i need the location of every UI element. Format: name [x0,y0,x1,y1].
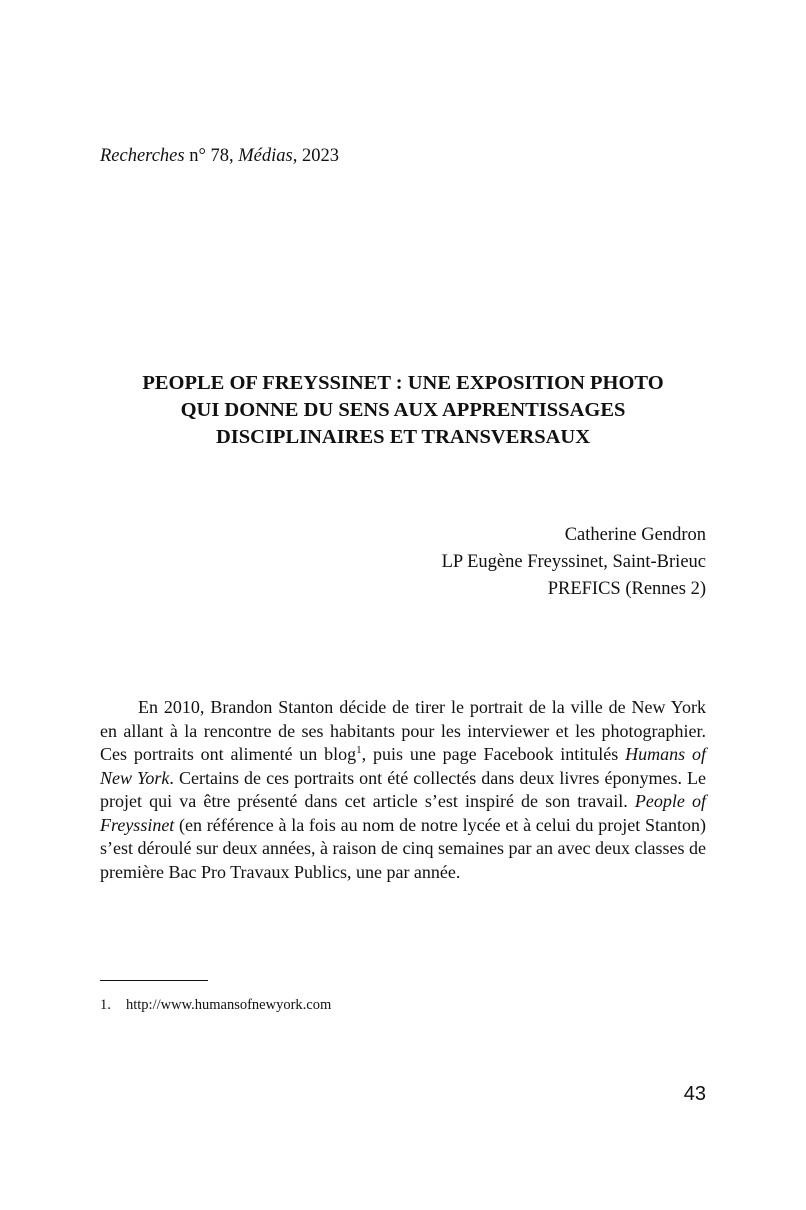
footnote-reference: 1 [356,744,362,756]
italic-title: People of Freyssinet [100,791,707,835]
footnote [100,997,331,1014]
running-header [100,146,339,167]
article-title [90,370,716,451]
issue-number: n° 78, [184,146,239,166]
text-segment: En 2010, Brandon Stanton décide de tirer le portrait de la ville de New York en allant à la rencontre de ses habitants pour les interviewer et les photographier. Ces portraits ont alimenté un blog [100,697,706,764]
italic-title: Humans of New York [100,744,706,788]
text-segment: . Certains de ces portraits ont été collectés dans deux livres éponymes. Le projet qui va être présenté dans cet article s’est inspiré de son travail. [100,767,706,811]
author-affiliation: LP Eugène Freyssinet, Saint-Brieuc [441,552,706,572]
paragraph [100,696,706,884]
footnote-separator [100,980,208,981]
footnote-number: 1. [100,997,111,1013]
author-name: Catherine Gendron [564,525,706,545]
author-affiliation: PREFICS (Rennes 2) [547,579,706,599]
text-segment: (en référence à la fois au nom de notre lycée et à celui du projet Stanton) s’est déroulé sur deux années, à raison de cinq semaines par an avec deux classes de première Bac Pro Travaux Publics, une par année. [100,814,706,882]
author-block [442,522,706,603]
title-line: DISCIPLINAIRES ET TRANSVERSAUX [215,426,591,448]
journal-name: Recherches [100,146,185,166]
issue-theme: Médias [238,146,293,166]
text-segment: , puis une page Facebook intitulés [361,744,626,764]
page-number: 43 [683,1083,706,1105]
footnote-text: http://www.humansofnewyork.com [126,997,332,1013]
title-line: QUI DONNE DU SENS AUX APPRENTISSAGES [180,399,626,421]
issue-year: , 2023 [292,146,339,166]
title-line: PEOPLE OF FREYSSINET : UNE EXPOSITION PHOTO [142,372,664,394]
article-body [100,696,706,884]
